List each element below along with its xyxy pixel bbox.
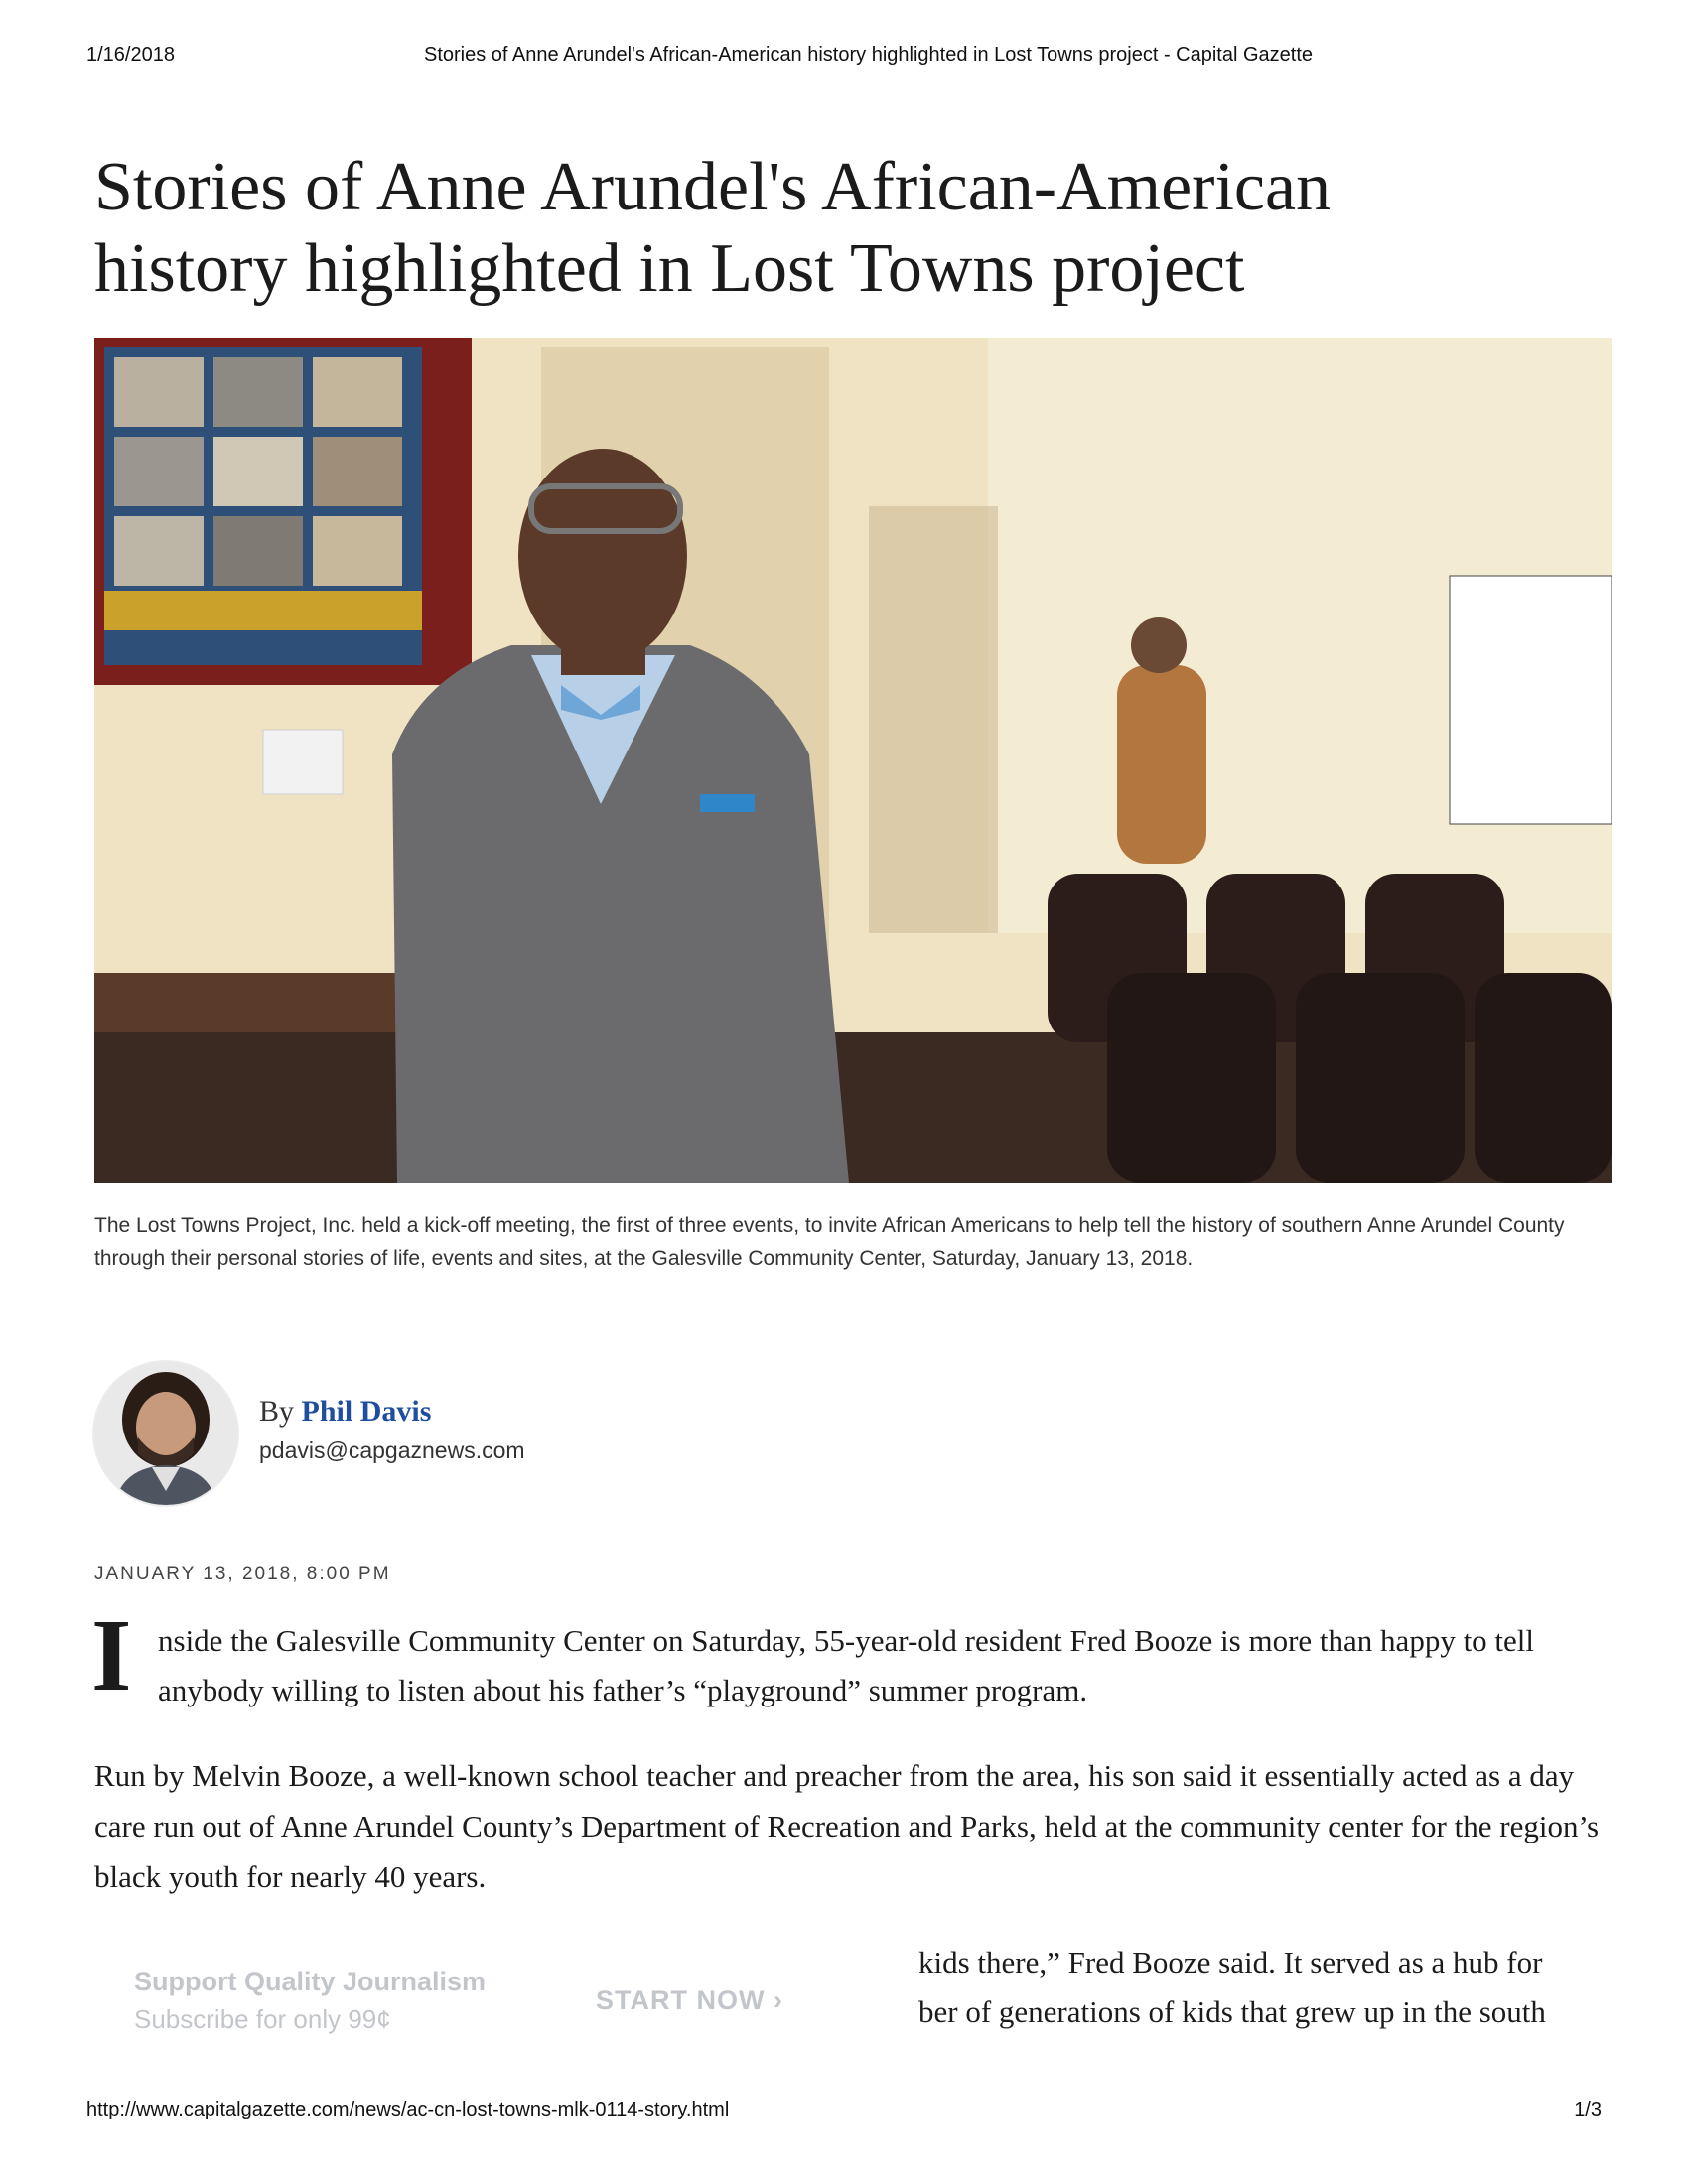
promo-subline: Subscribe for only 99¢ — [134, 2004, 391, 2034]
author-portrait — [94, 1362, 237, 1505]
paragraph-2: Run by Melvin Booze, a well-known school teacher and preacher from the area, his son said it essentially acted as a day care run out of Anne Arundel County’s Department of Recreation and Parks, held at the community center for the region’s black youth for nearly 40 years. — [94, 1758, 1600, 1894]
author-email[interactable]: pdavis@capgaznews.com — [259, 1437, 525, 1463]
headline-line-2: history highlighted in Lost Towns project — [94, 230, 1245, 307]
drop-cap: I — [91, 1598, 132, 1712]
author-link[interactable]: Phil Davis — [301, 1395, 432, 1428]
author-avatar[interactable] — [94, 1362, 237, 1505]
lead-photo — [94, 338, 1612, 1183]
article-headline — [94, 147, 1584, 310]
print-footer — [86, 2099, 1602, 2128]
headline-line-1: Stories of Anne Arundel's African-American — [94, 149, 1332, 225]
start-now-button[interactable]: START NOW › — [596, 1985, 783, 2015]
print-date: 1/16/2018 — [86, 44, 175, 66]
paragraph-1: nside the Galesville Community Center on Saturday, 55-year-old resident Fred Booze is more than happy to tell anybody willing to listen about his father’s “playground” summer program. — [158, 1623, 1535, 1707]
print-page-title: Stories of Anne Arundel's African-American history highlighted in Lost Towns project - Capital Gazette — [424, 44, 1314, 66]
promo-headline: Support Quality Journalism — [134, 1967, 487, 1996]
print-page-number: 1/3 — [1574, 2099, 1602, 2120]
lead-photo-illustration — [94, 338, 1612, 1183]
print-header — [86, 44, 1602, 73]
byline — [259, 1395, 431, 1429]
paragraph-3-line-1: kids there,” Fred Booze said. It served as a hub for — [918, 1945, 1543, 1979]
byline-prefix: By — [259, 1395, 295, 1428]
paragraph-3 — [918, 1938, 1614, 2037]
photo-caption: The Lost Towns Project, Inc. held a kick-off meeting, the first of three events, to invite African Americans to help tell the history of southern Anne Arundel County through their personal stories of life, events and sites, at the Galesville Community Center, Saturday, January 13, 2018. — [94, 1214, 1565, 1270]
paragraph-3-line-2: ber of generations of kids that grew up in the south — [918, 1994, 1546, 2029]
print-url: http://www.capitalgazette.com/news/ac-cn-lost-towns-mlk-0114-story.html — [86, 2099, 730, 2120]
publish-dateline: JANUARY 13, 2018, 8:00 PM — [94, 1564, 391, 1584]
subscribe-promo — [94, 1961, 889, 2050]
